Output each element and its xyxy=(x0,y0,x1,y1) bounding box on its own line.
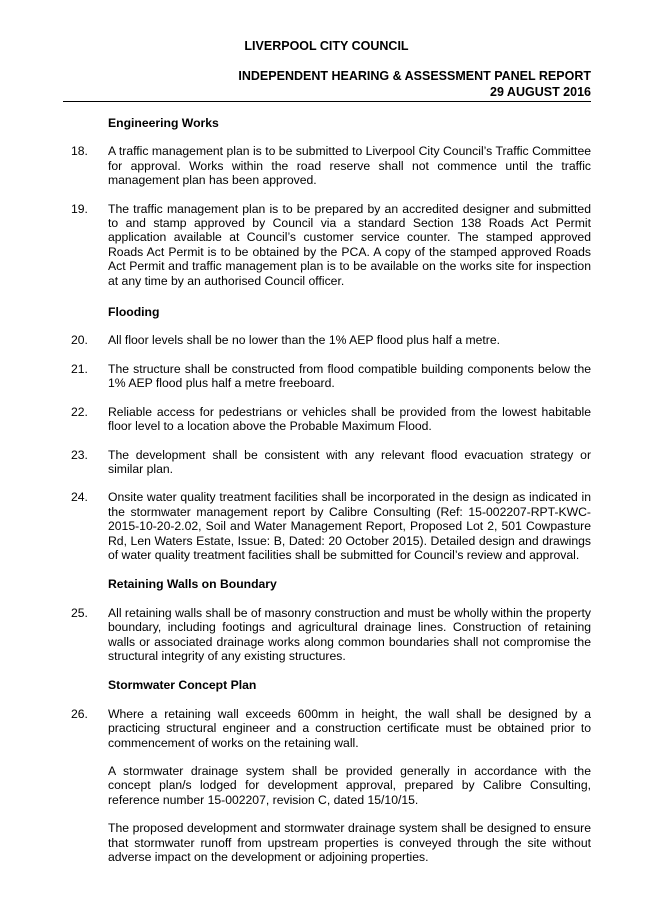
condition-number: 21. xyxy=(71,361,88,376)
condition-item-21 xyxy=(71,362,591,391)
condition-text: The structure shall be constructed from flood compatible building components below the 1% AEP flood plus half a metre freeboard. xyxy=(108,361,591,391)
condition-item-26 xyxy=(71,707,591,750)
condition-item-24 xyxy=(71,490,591,562)
section-heading-flooding: Flooding xyxy=(108,305,160,320)
section-heading-stormwater: Stormwater Concept Plan xyxy=(108,678,257,693)
condition-item-19 xyxy=(71,202,591,288)
condition-text: Onsite water quality treatment facilities shall be incorporated in the design as indicated in the stormwater management report by Calibre Consulting (Ref: 15-002207-RPT-KWC-2015-10-20-2.02, Soil and Water Management Report, Proposed Lot 2, 501 Cowpasture Rd, Len Waters Estate, Issue: B, Dated: 20 October 2015). Detailed design and drawings of water quality treatment facilities shall be submitted for Council’s review and approval. xyxy=(108,490,591,562)
condition-number: 26. xyxy=(71,706,88,721)
condition-item-23 xyxy=(71,448,591,477)
condition-item-22 xyxy=(71,405,591,434)
stormwater-paragraph: A stormwater drainage system shall be provided generally in accordance with the concept plan/s lodged for development approval, prepared by Calibre Consulting, reference number 15-002207, revision C, dated 15/10/15. xyxy=(108,764,591,807)
condition-item-25 xyxy=(71,606,591,664)
condition-text: All retaining walls shall be of masonry construction and must be wholly within the property boundary, including footings and agricultural drainage lines. Construction of retaining walls or associated drainage works along common boundaries shall not compromise the structural integrity of any existing structures. xyxy=(108,605,591,663)
council-title: LIVERPOOL CITY COUNCIL xyxy=(244,39,409,53)
condition-number: 22. xyxy=(71,404,88,419)
report-body xyxy=(71,116,591,864)
condition-item-20 xyxy=(71,333,591,347)
condition-item-18 xyxy=(71,144,591,187)
section-heading-engineering: Engineering Works xyxy=(108,116,219,130)
condition-text: Reliable access for pedestrians or vehicles shall be provided from the lowest habitable floor level to a location above the Probable Maximum Flood. xyxy=(108,404,591,434)
header-divider xyxy=(63,101,591,102)
condition-text: The traffic management plan is to be prepared by an accredited designer and submitted to and stamp approved by Council via a standard Section 138 Roads Act Permit application available at Council’s customer service counter. The stamped approved Roads Act Permit is to be obtained by the PCA. A copy of the stamped approved Roads Act Permit and traffic management plan is to be available on the works site for inspection at any time by an authorised Council officer. xyxy=(108,201,591,288)
condition-text: All floor levels shall be no lower than the 1% AEP flood plus half a metre. xyxy=(108,333,501,348)
condition-number: 25. xyxy=(71,605,88,620)
stormwater-paragraph: The proposed development and stormwater drainage system shall be designed to ensure that stormwater runoff from upstream properties is conveyed through the site without adverse impact on the development or adjoining properties. xyxy=(108,821,591,865)
condition-text: A traffic management plan is to be submitted to Liverpool City Council’s Traffic Committee for approval. Works within the road reserve shall not commence until the traffic management plan has been approved. xyxy=(108,144,591,188)
condition-text: The development shall be consistent with any relevant flood evacuation strategy or similar plan. xyxy=(108,447,591,476)
condition-number: 23. xyxy=(71,447,88,462)
condition-number: 19. xyxy=(71,201,88,216)
section-heading-retaining: Retaining Walls on Boundary xyxy=(108,577,277,592)
condition-number: 20. xyxy=(71,333,88,348)
condition-text: Where a retaining wall exceeds 600mm in height, the wall shall be designed by a practicing structural engineer and a construction certificate must be obtained prior to commencement of works on the retaining wall. xyxy=(108,706,591,750)
condition-number: 24. xyxy=(71,490,88,505)
report-title: INDEPENDENT HEARING & ASSESSMENT PANEL REPORT xyxy=(238,69,591,83)
condition-number: 18. xyxy=(71,144,88,159)
report-date: 29 AUGUST 2016 xyxy=(490,85,591,99)
